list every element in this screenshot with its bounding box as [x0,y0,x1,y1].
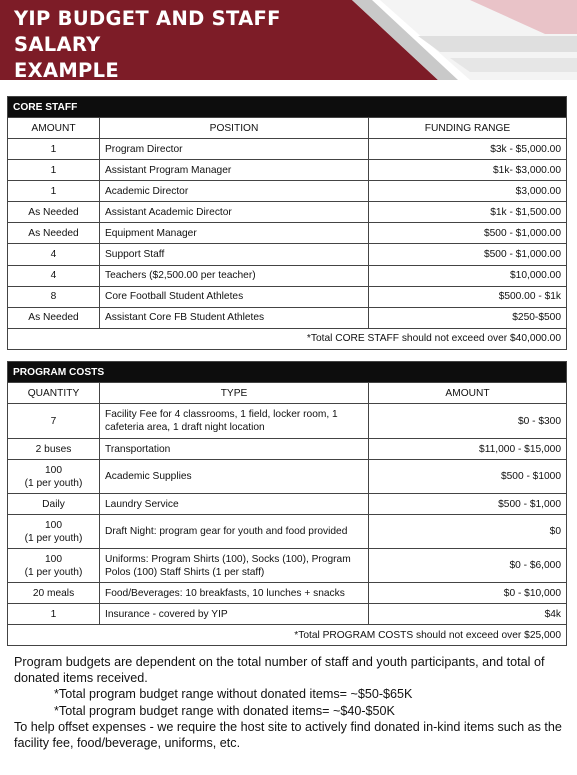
table-row [8,160,567,181]
amount-cell: $0 - $6,000 [369,549,567,583]
amount-cell: $0 - $300 [369,404,567,439]
position-cell: Support Staff [100,244,369,265]
type-cell: Insurance - covered by YIP [100,604,369,625]
table-row [8,265,567,286]
quantity-note: (1 per youth) [24,477,83,489]
column-header: FUNDING RANGE [369,118,567,139]
type-cell: Academic Supplies [100,460,369,494]
budget-note-paragraph: Program budgets are dependent on the total number of staff and youth participants, and total of donated items received. [14,655,545,686]
core-staff-table [7,96,567,350]
position-cell: Teachers ($2,500.00 per teacher) [100,265,369,286]
position-cell: Program Director [100,139,369,160]
section-header [8,97,567,118]
header-banner [0,0,577,80]
quantity-cell [8,515,100,549]
amount-cell: $4k [369,604,567,625]
funding-cell: $250-$500 [369,307,567,328]
program-costs-title: PROGRAM COSTS [8,362,567,383]
table-row [8,286,567,307]
quantity-value: 100 [45,464,62,476]
table-row [8,404,567,439]
amount-cell: 1 [8,139,100,160]
amount-cell: 1 [8,181,100,202]
position-cell: Academic Director [100,181,369,202]
budget-range-with-donations: *Total program budget range with donated items= ~$40-$50K [54,703,395,718]
section-header [8,362,567,383]
amount-cell: $500 - $1,000 [369,494,567,515]
type-cell: Laundry Service [100,494,369,515]
column-header: AMOUNT [369,383,567,404]
position-cell: Assistant Program Manager [100,160,369,181]
amount-cell: As Needed [8,223,100,244]
position-cell: Assistant Academic Director [100,202,369,223]
table-row [8,515,567,549]
column-header: TYPE [100,383,369,404]
quantity-cell: 1 [8,604,100,625]
type-cell: Food/Beverages: 10 breakfasts, 10 lunches + snacks [100,583,369,604]
program-costs-total-note: *Total PROGRAM COSTS should not exceed over $25,000 [8,625,567,646]
column-header-row [8,383,567,404]
table-row [8,244,567,265]
funding-cell: $3k - $5,000.00 [369,139,567,160]
core-staff-total-note: *Total CORE STAFF should not exceed over $40,000.00 [8,328,567,349]
amount-cell: 4 [8,265,100,286]
quantity-cell: 2 buses [8,439,100,460]
type-cell: Transportation [100,439,369,460]
table-row [8,460,567,494]
quantity-cell [8,549,100,583]
column-header-row [8,118,567,139]
amount-cell: As Needed [8,202,100,223]
amount-cell: 1 [8,160,100,181]
quantity-note: (1 per youth) [24,532,83,544]
table-row [8,604,567,625]
core-staff-title: CORE STAFF [8,97,567,118]
funding-cell: $1k- $3,000.00 [369,160,567,181]
amount-cell: 4 [8,244,100,265]
table-row [8,223,567,244]
quantity-cell [8,404,100,439]
funding-cell: $1k - $1,500.00 [369,202,567,223]
table-note-row [8,625,567,646]
funding-cell: $500 - $1,000.00 [369,244,567,265]
funding-cell: $500.00 - $1k [369,286,567,307]
position-cell: Core Football Student Athletes [100,286,369,307]
table-row [8,549,567,583]
position-cell: Equipment Manager [100,223,369,244]
column-header: AMOUNT [8,118,100,139]
table-row [8,439,567,460]
column-header: QUANTITY [8,383,100,404]
table-row [8,202,567,223]
type-cell: Facility Fee for 4 classrooms, 1 field, locker room, 1 cafeteria area, 1 draft night location [100,404,369,439]
amount-cell: $0 [369,515,567,549]
quantity-value: 100 [45,553,62,565]
offset-expenses-note: To help offset expenses - we require the host site to actively find donated in-kind items such as the facility fee, food/beverage, uniforms, etc. [14,719,562,751]
column-header: POSITION [100,118,369,139]
amount-cell: 8 [8,286,100,307]
budget-notes [14,654,569,751]
program-costs-table [7,361,567,646]
table-row [8,583,567,604]
quantity-cell: 20 meals [8,583,100,604]
page-title: YIP BUDGET AND STAFF SALARY EXAMPLE [14,7,281,80]
type-cell: Draft Night: program gear for youth and food provided [100,515,369,549]
quantity-value: 7 [50,415,57,427]
table-row [8,494,567,515]
funding-cell: $3,000.00 [369,181,567,202]
quantity-cell [8,460,100,494]
table-note-row [8,328,567,349]
funding-cell: $500 - $1,000.00 [369,223,567,244]
amount-cell: $0 - $10,000 [369,583,567,604]
quantity-value: 100 [45,519,62,531]
table-row [8,139,567,160]
quantity-cell: Daily [8,494,100,515]
position-cell: Assistant Core FB Student Athletes [100,307,369,328]
amount-cell: $11,000 - $15,000 [369,439,567,460]
table-row [8,307,567,328]
type-cell: Uniforms: Program Shirts (100), Socks (100), Program Polos (100) Staff Shirts (1 per staff) [100,549,369,583]
amount-cell: $500 - $1000 [369,460,567,494]
amount-cell: As Needed [8,307,100,328]
funding-cell: $10,000.00 [369,265,567,286]
table-row [8,181,567,202]
quantity-note: (1 per youth) [24,566,83,578]
budget-range-without-donations: *Total program budget range without donated items= ~$50-$65K [54,687,413,702]
